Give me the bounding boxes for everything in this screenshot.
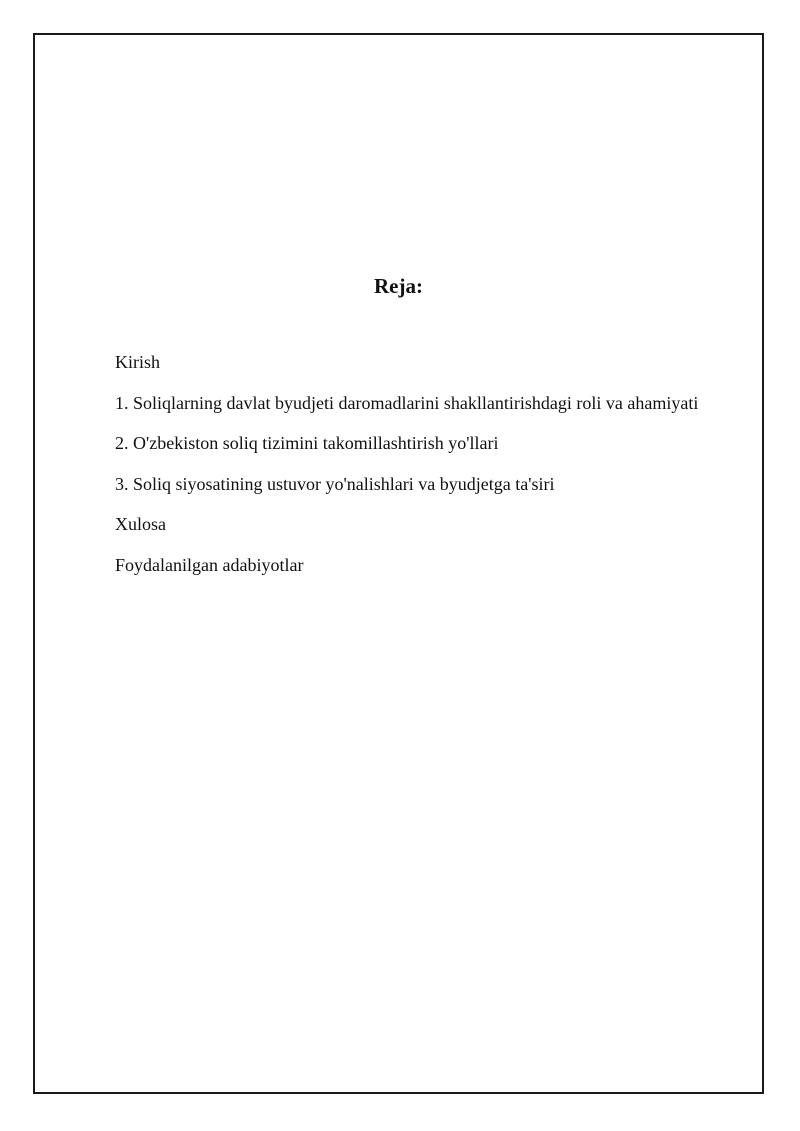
plan-title: Reja: [374, 274, 423, 298]
toc-item-introduction: Kirish [115, 352, 160, 372]
toc-item-chapter-2: 2. O'zbekiston soliq tizimini takomillashtirish yo'llari [115, 433, 499, 453]
toc-item-chapter-3: 3. Soliq siyosatining ustuvor yo'nalishlari va byudjetga ta'siri [115, 473, 555, 494]
toc-item-conclusion: Xulosa [115, 514, 166, 534]
toc-item-chapter-1: 1. Soliqlarning davlat byudjeti daromadlarini shakllantirishdagi roli va ahamiyati [115, 392, 699, 413]
table-of-contents [115, 350, 698, 593]
toc-item-references: Foydalanilgan adabiyotlar [115, 554, 304, 575]
